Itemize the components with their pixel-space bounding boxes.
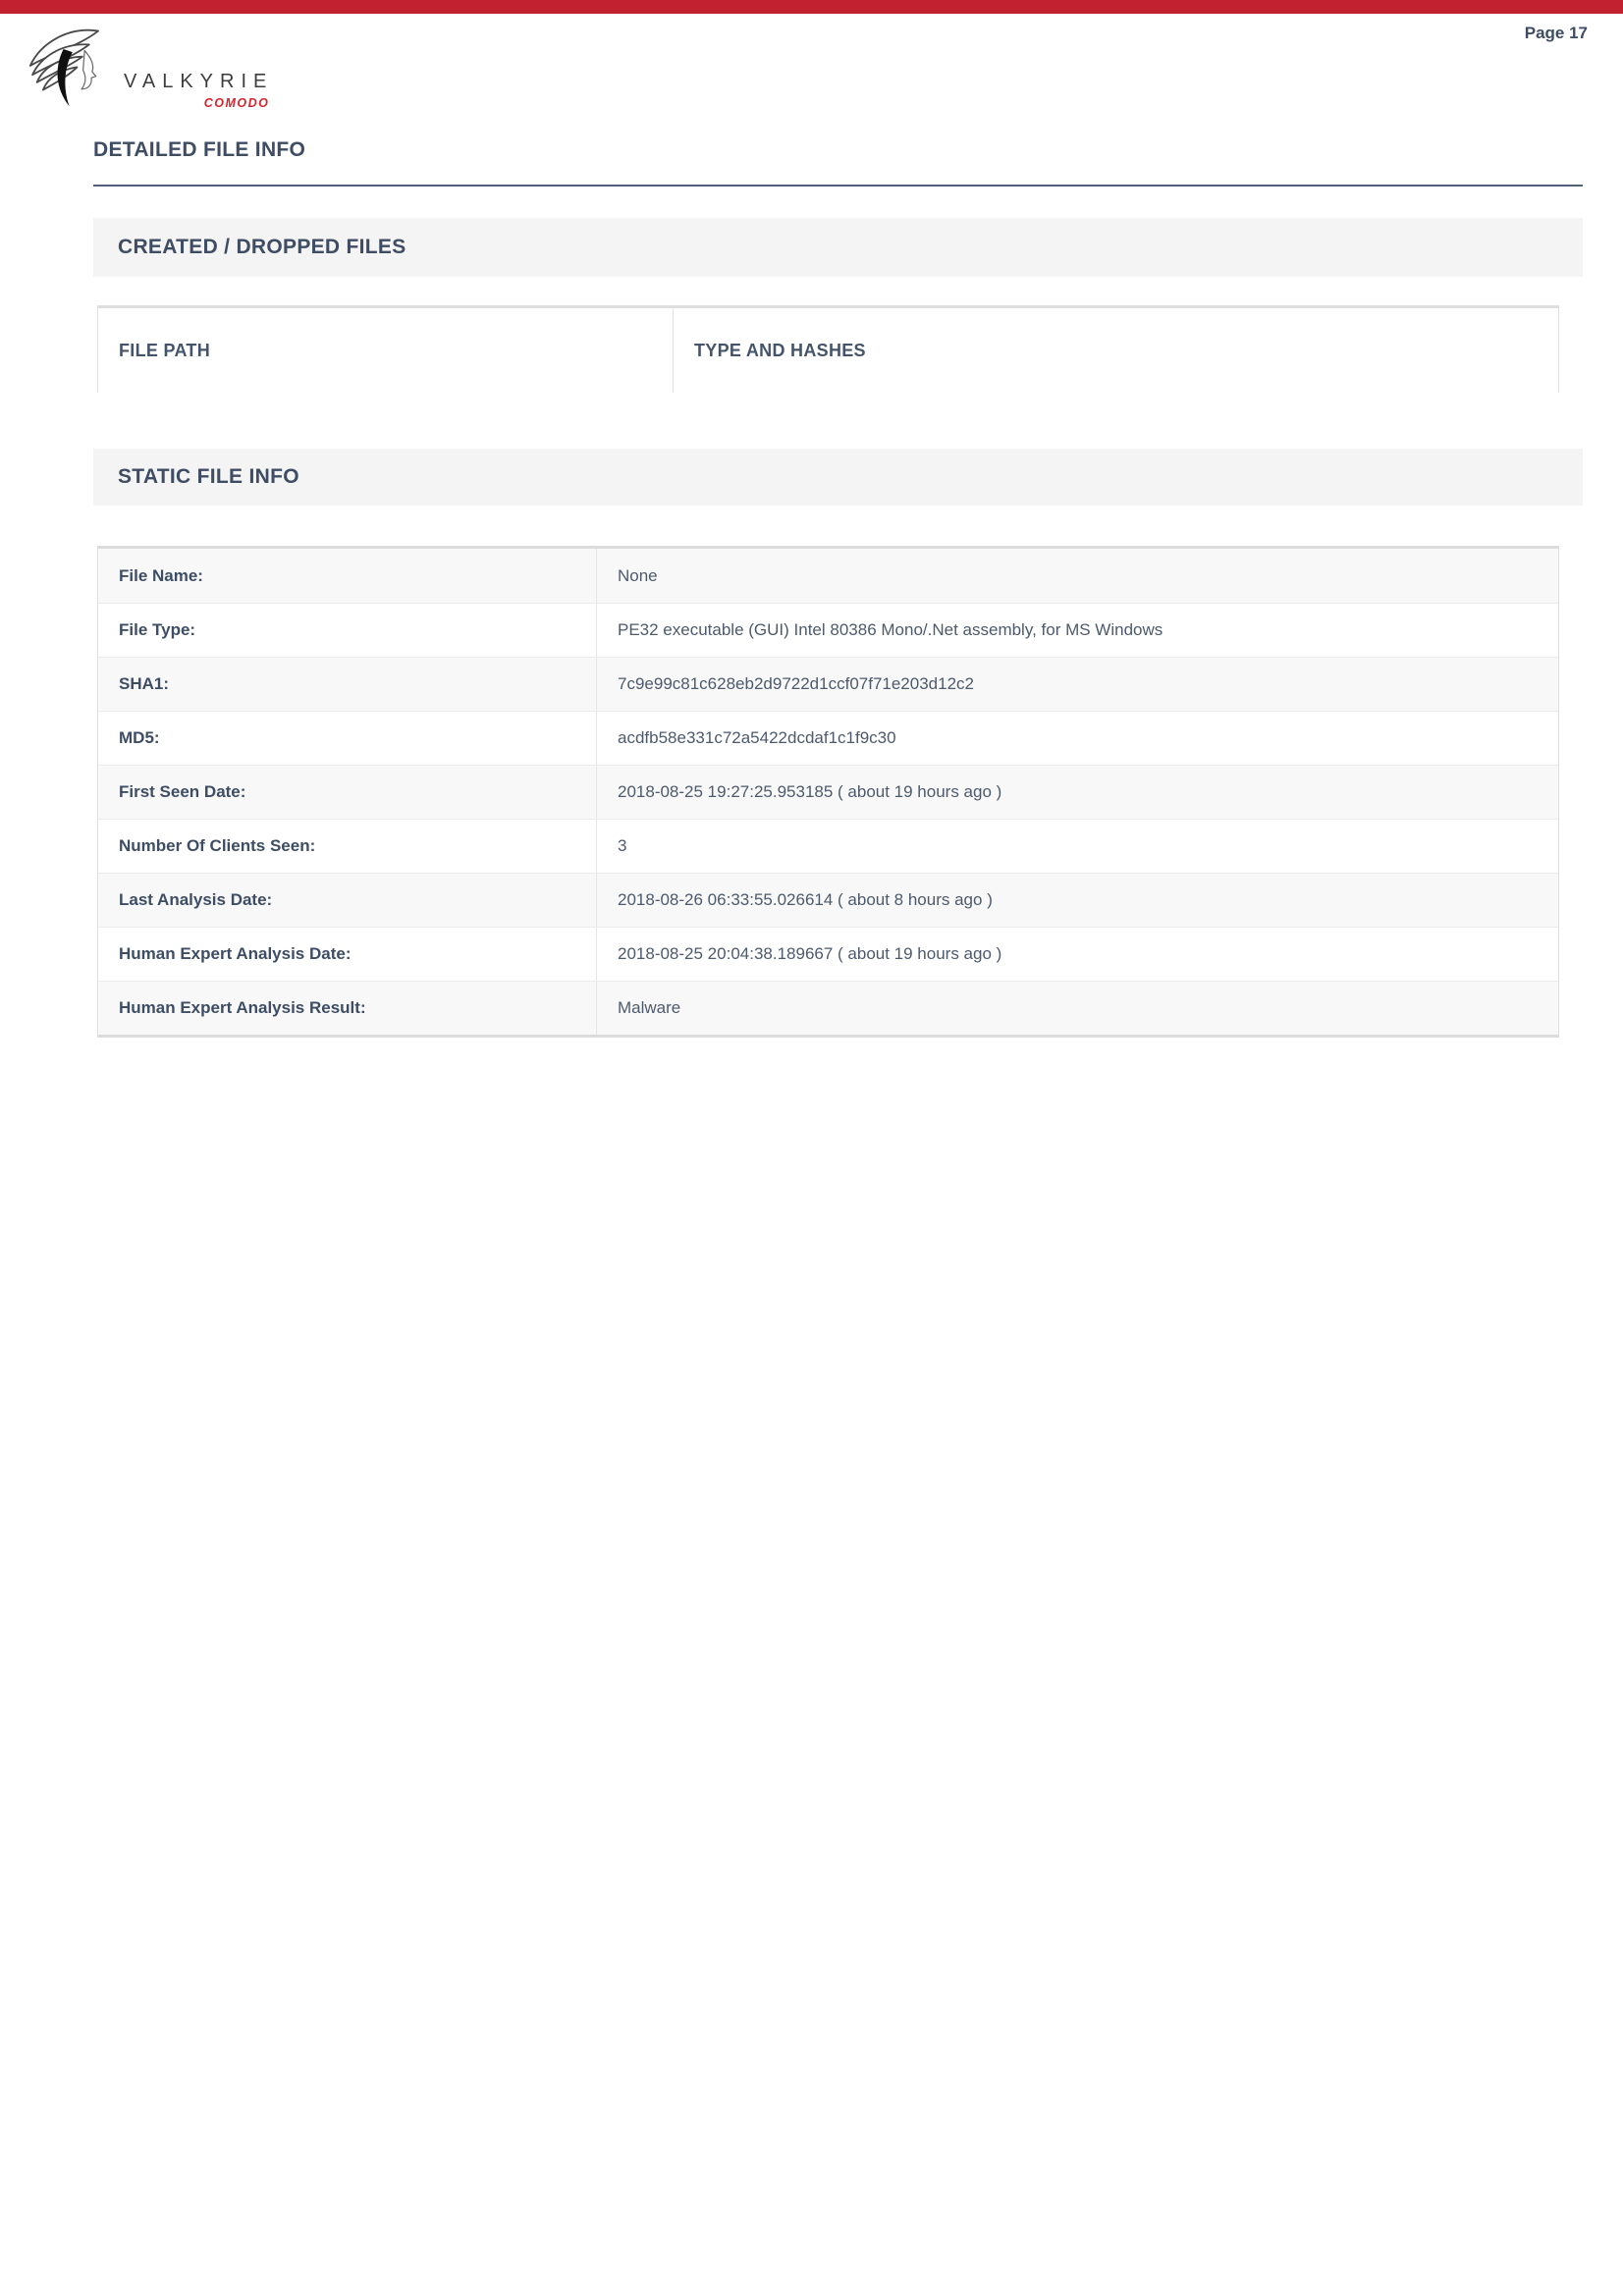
top-accent-bar	[0, 0, 1623, 14]
section-heading-label: CREATED / DROPPED FILES	[118, 236, 406, 258]
table-row-file-name	[98, 549, 1558, 603]
section-heading-label: STATIC FILE INFO	[118, 465, 299, 488]
row-label: File Type:	[98, 604, 597, 657]
table-row-sha1	[98, 657, 1558, 711]
created-dropped-files-table	[97, 305, 1559, 393]
row-label: MD5:	[98, 712, 597, 765]
column-header-type-and-hashes: TYPE AND HASHES	[694, 340, 866, 360]
table-row-first-seen-date	[98, 765, 1558, 819]
page-title: DETAILED FILE INFO	[93, 138, 306, 161]
brand-text	[124, 71, 273, 110]
table-row-human-expert-analysis-result	[98, 981, 1558, 1035]
valkyrie-logo	[20, 20, 273, 118]
row-label: Human Expert Analysis Date:	[98, 928, 597, 981]
row-label: SHA1:	[98, 658, 597, 711]
row-value: 2018-08-26 06:33:55.026614 ( about 8 hours ago )	[618, 890, 993, 909]
row-value: 2018-08-25 19:27:25.953185 ( about 19 hours ago )	[618, 782, 1002, 801]
page-number: Page 17	[1524, 24, 1588, 42]
table-row-file-type	[98, 603, 1558, 657]
table-row-number-of-clients-seen	[98, 819, 1558, 873]
section-heading-created-dropped-files	[93, 218, 1583, 277]
valkyrie-wing-icon	[20, 20, 118, 118]
table-row-md5	[98, 711, 1558, 765]
row-value: 2018-08-25 20:04:38.189667 ( about 19 hours ago )	[618, 944, 1002, 963]
row-value: None	[618, 565, 658, 585]
row-label: First Seen Date:	[98, 766, 597, 819]
static-file-info-table	[97, 546, 1559, 1038]
row-label: Number Of Clients Seen:	[98, 820, 597, 873]
table-row-last-analysis-date	[98, 873, 1558, 927]
row-value: Malware	[618, 998, 681, 1017]
brand-name: VALKYRIE	[124, 71, 274, 92]
column-header-file-path: FILE PATH	[98, 308, 674, 393]
section-heading-static-file-info	[93, 449, 1583, 506]
row-label: File Name:	[98, 549, 597, 603]
brand-subtitle: COMODO	[203, 96, 270, 110]
title-divider	[93, 185, 1583, 187]
row-value: PE32 executable (GUI) Intel 80386 Mono/.Net assembly, for MS Windows	[618, 620, 1163, 639]
table-row-human-expert-analysis-date	[98, 927, 1558, 981]
row-label: Human Expert Analysis Result:	[98, 982, 597, 1035]
row-value: 7c9e99c81c628eb2d9722d1ccf07f71e203d12c2	[618, 674, 974, 693]
row-value: acdfb58e331c72a5422dcdaf1c1f9c30	[618, 728, 896, 747]
row-value: 3	[618, 836, 627, 855]
row-label: Last Analysis Date:	[98, 874, 597, 927]
